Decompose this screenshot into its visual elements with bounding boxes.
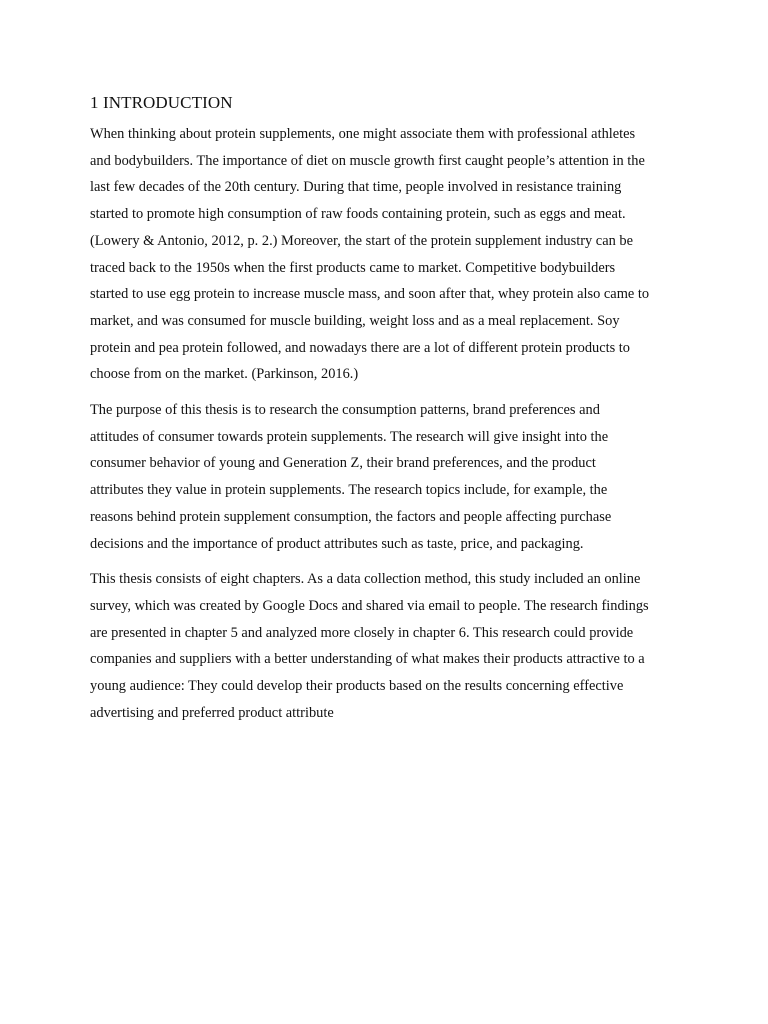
text-line: companies and suppliers with a better understanding of what makes their products attractive to a xyxy=(90,651,645,668)
text-line: attributes they value in protein supplements. The research topics include, for example, the xyxy=(90,482,608,499)
text-line: consumer behavior of young and Generation Z, their brand preferences, and the product xyxy=(90,455,596,472)
paragraph-1 xyxy=(90,121,690,388)
text-line: and bodybuilders. The importance of diet on muscle growth first caught people’s attention in the xyxy=(90,152,645,169)
text-line: market, and was consumed for muscle building, weight loss and as a meal replacement. Soy xyxy=(90,312,620,329)
text-line: are presented in chapter 5 and analyzed more closely in chapter 6. This research could provide xyxy=(90,624,634,641)
text-line: The purpose of this thesis is to research the consumption patterns, brand preferences and xyxy=(90,402,600,419)
text-line: last few decades of the 20th century. During that time, people involved in resistance training xyxy=(90,179,622,196)
text-line: (Lowery & Antonio, 2012, p. 2.) Moreover, the start of the protein supplement industry can be xyxy=(90,232,633,249)
text-line: advertising and preferred product attribute xyxy=(90,704,334,721)
text-line: protein and pea protein followed, and nowadays there are a lot of different protein products to xyxy=(90,339,630,356)
document-page xyxy=(90,91,690,735)
text-line: decisions and the importance of product attributes such as taste, price, and packaging. xyxy=(90,535,584,552)
text-line: started to use egg protein to increase muscle mass, and soon after that, whey protein also came to xyxy=(90,286,650,303)
text-line: reasons behind protein supplement consumption, the factors and people affecting purchase xyxy=(90,508,612,525)
text-line: young audience: They could develop their products based on the results concerning effective xyxy=(90,678,624,695)
paragraph-3 xyxy=(90,566,690,726)
section-heading: 1 INTRODUCTION xyxy=(90,93,233,112)
paragraph-2 xyxy=(90,397,690,557)
text-line: choose from on the market. (Parkinson, 2016.) xyxy=(90,366,359,383)
text-line: attitudes of consumer towards protein supplements. The research will give insight into the xyxy=(90,428,609,445)
text-line: started to promote high consumption of raw foods containing protein, such as eggs and meat. xyxy=(90,206,626,223)
text-line: This thesis consists of eight chapters. As a data collection method, this study included an online xyxy=(90,571,641,588)
text-line: When thinking about protein supplements, one might associate them with professional athletes xyxy=(90,126,636,142)
text-line: survey, which was created by Google Docs and shared via email to people. The research findings xyxy=(90,597,649,614)
text-line: traced back to the 1950s when the first products came to market. Competitive bodybuilders xyxy=(90,259,616,276)
